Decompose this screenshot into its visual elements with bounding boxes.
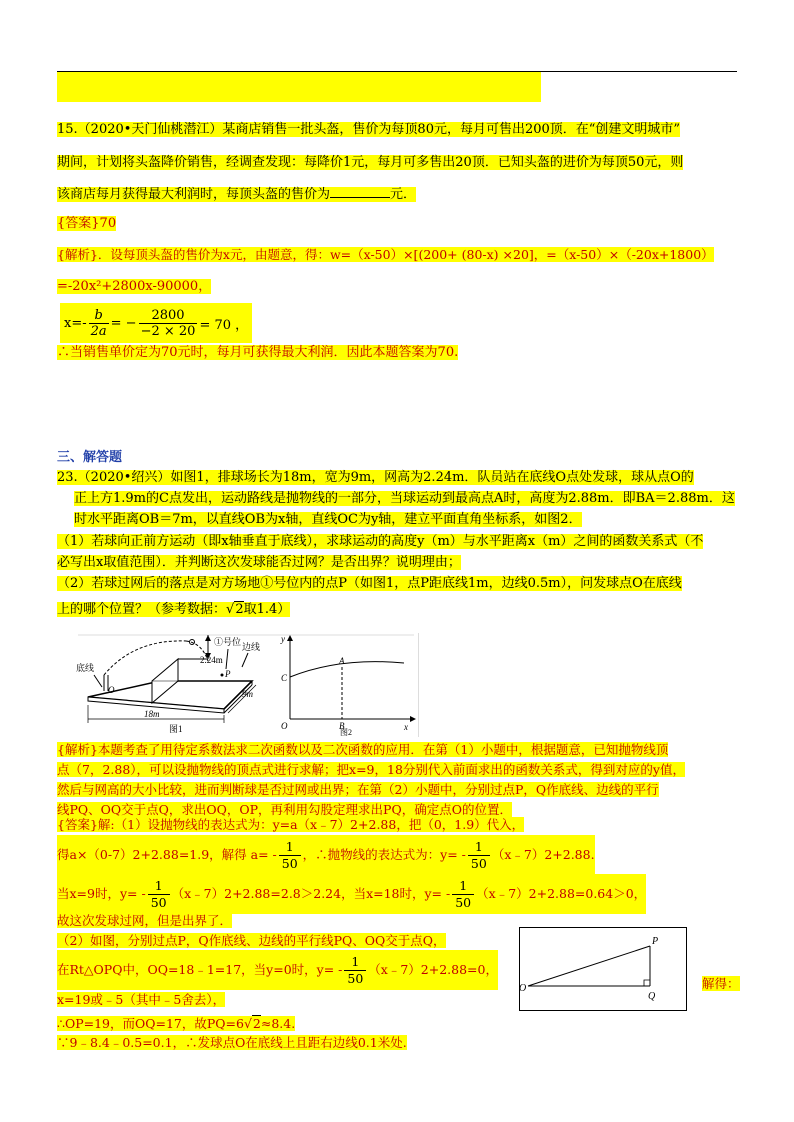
q15-analysis-line1: {解析}．设每顶头盔的售价为x元，由题意，得：w=（x-50）×[(200+ (80-x) ×20]，=（x-50）×（-20x+1800） bbox=[57, 247, 714, 262]
q15-conclusion: ∴当销售单价定为70元时，每月可获得最大利润．因此本题答案为70. bbox=[57, 345, 459, 360]
q23-analysis-l2: 点（7，2.88），可以设抛物线的顶点式进行求解；把x=9，18分别代入前面求出的函数关系式，得到对应的y值， bbox=[57, 762, 685, 777]
q15-line3: 该商店每月获得最大利润时，每顶头盔的售价为 元． bbox=[57, 187, 417, 202]
q23-part2-line1: （2）若球过网后的落点是对方场地①号位内的点P（如图1，点P距底线1m，边线0.5m），问发球点O在底线 bbox=[57, 576, 682, 591]
triangle-opq-diagram bbox=[520, 928, 686, 1010]
q23-line3: 时水平距离OB＝7m，以直线OB为x轴，直线OC为y轴，建立平面直角坐标系，如图2． bbox=[74, 512, 582, 527]
q15-vertex-formula: x=- $\frac{b}{2a}$ = − $\frac{2800}{-2 \times 20}$ = 70 ， bbox=[60, 303, 252, 343]
q23-solution-l4: 故这次发球过网，但是出界了． bbox=[57, 913, 233, 928]
fig2-y-label: y bbox=[281, 634, 285, 644]
fig2-point-b: B bbox=[339, 721, 345, 731]
q23-part1-line2: 必写出x取值范围）．并判断这次发球能否过网？是否出界？说明理由； bbox=[57, 555, 461, 570]
q23-solution-l2: 得a×（0-7）2+2.88=1.9，解得 a= - 1 50 ，∴抛物线的表达式为：y= - 1 50 （x﹣7）2+2.88. bbox=[57, 835, 595, 875]
highlight-band bbox=[57, 72, 541, 102]
q23-solution-l8: ∴OP=19，而OQ=17，故PQ=6√2≈8.4. bbox=[57, 1016, 296, 1031]
fig1-sideline-label: 边线 bbox=[242, 642, 261, 652]
q23-analysis-l3: 然后与网高的大小比较，进而判断球是否过网或出界；在第（2）小题中，分别过点P，Q作底线、边线的平行 bbox=[57, 782, 659, 797]
q23-solution-l9: ∵9﹣8.4﹣0.5=0.1，∴发球点O在底线上且距右边线0.1米处. bbox=[57, 1035, 407, 1050]
fig1-position-label: ①号位 bbox=[214, 637, 242, 647]
q23-part1-line1: （1）若球向正前方运动（即x轴垂直于底线），求球运动的高度y（m）与水平距离x（m）之间的函数关系式（不 bbox=[57, 534, 704, 549]
q23-line1: 23.（2020•绍兴）如图1，排球场长为18m，宽为9m，网高为2.24m．队员站在底线O点处发球，球从点O的 bbox=[57, 470, 694, 485]
q23-solution-l3: 当x=9时，y= - 1 50 （x﹣7）2+2.88=2.8＞2.24，当x=18时，y= - 1 50 （x﹣7）2+2.88=0.64＞0， bbox=[57, 874, 646, 914]
fig1-length-label: 18m bbox=[144, 709, 160, 719]
q23-solution-l7: x=19或﹣5（其中﹣5舍去）， bbox=[57, 992, 226, 1007]
q23-solution-l6: 在Rt△OPQ中，OQ=18﹣1=17，当y=0时，y= - 1 50 （x﹣7）2+2.88=0， bbox=[57, 950, 498, 990]
fig1-point-o: O bbox=[108, 685, 115, 695]
answer-blank bbox=[330, 185, 390, 198]
figure-1-court bbox=[74, 633, 418, 737]
q23-solution-l6-end: 解得： bbox=[702, 976, 740, 991]
q15-analysis-line2: =-20x²+2800x-90000， bbox=[57, 279, 212, 294]
figure-panel bbox=[74, 633, 419, 737]
fig2-point-a: A bbox=[339, 656, 345, 666]
tri-point-o: O bbox=[519, 983, 527, 994]
section-title: 三、解答题 bbox=[57, 450, 123, 465]
fig2-x-label: x bbox=[404, 722, 408, 732]
q23-line2: 正上方1.9m的C点发出，运动路线是抛物线的一部分，当球运动到最高点A时，高度为2.88m．即BA＝2.88m．这 bbox=[74, 491, 735, 506]
q23-solution-l5: （2）如图，分别过点P，Q作底线、边线的平行线PQ、OQ交于点Q， bbox=[57, 933, 446, 948]
q23-part2-line2: 上的哪个位置？（参考数据：√2取1.4） bbox=[57, 602, 291, 617]
fig2-origin: O bbox=[281, 721, 288, 731]
tri-point-p: P bbox=[652, 936, 659, 947]
fig2-caption: 图2 bbox=[340, 728, 352, 737]
fig1-baseline-label: 底线 bbox=[76, 663, 95, 673]
fig1-caption: 图1 bbox=[169, 724, 183, 734]
q23-solution-l1: {答案}解:（1）设抛物线的表达式为：y=a（x﹣7）2+2.88，把（0，1.9）代入， bbox=[57, 817, 525, 832]
tri-point-q: Q bbox=[648, 991, 656, 1002]
q15-line2: 期间，计划将头盔降价销售，经调查发现：每降价1元，每月可多售出20顶．已知头盔的进价为每顶50元，则 bbox=[57, 155, 684, 170]
q23-analysis-l4: 线PQ、OQ交于点Q，求出OQ，OP，再利用勾股定理求出PQ，确定点O的位置． bbox=[57, 802, 512, 817]
q15-answer: {答案}70 bbox=[57, 216, 117, 231]
fig1-point-p: P bbox=[225, 669, 231, 679]
q15-line1: 15.（2020•天门仙桃潜江）某商店销售一批头盔，售价为每顶80元，每月可售出200顶．在“创建文明城市” bbox=[57, 122, 681, 137]
fig2-point-c: C bbox=[281, 673, 288, 683]
figure-2-coordinate-plane bbox=[280, 634, 416, 737]
fig1-width-label: 9m bbox=[242, 689, 253, 699]
q23-analysis-l1: {解析}本题考查了用待定系数法求二次函数以及二次函数的应用．在第（1）小题中，根据题意，已知抛物线顶 bbox=[57, 742, 669, 757]
triangle-figure bbox=[519, 927, 687, 1011]
fig1-height-label: 2.24m bbox=[200, 655, 223, 665]
